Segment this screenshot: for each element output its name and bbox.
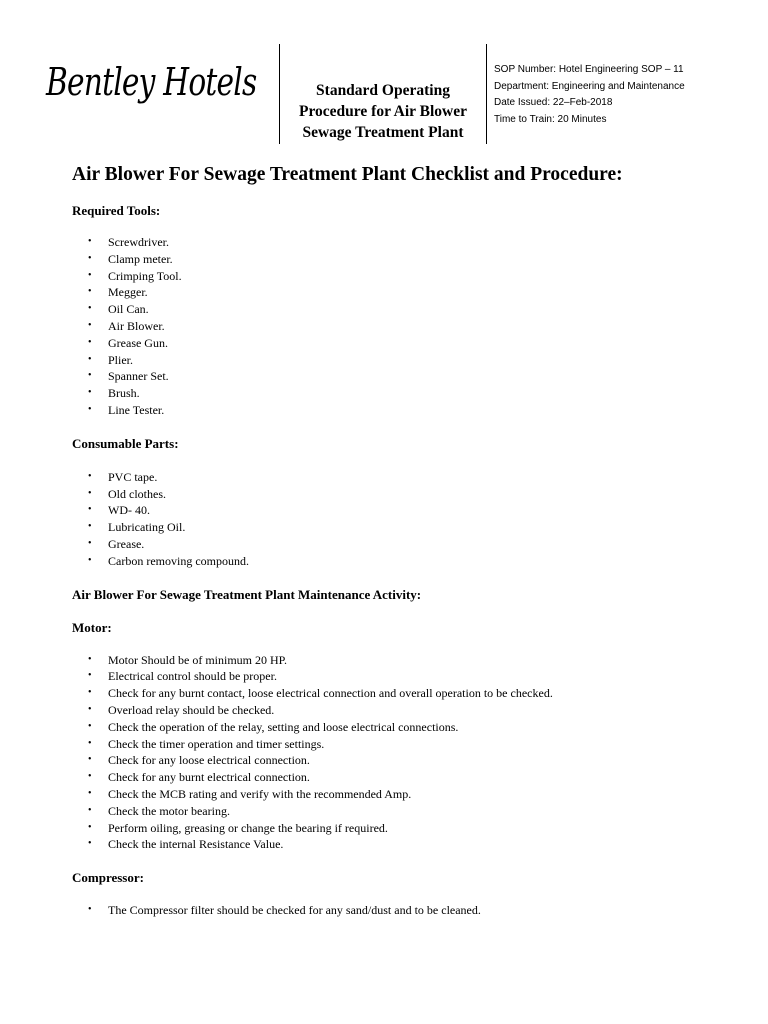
list-item: • Check the internal Resistance Value. (72, 836, 732, 853)
list-item: • Lubricating Oil. (72, 519, 732, 536)
list-item: • WD- 40. (72, 502, 732, 519)
list-item: • Old clothes. (72, 486, 732, 503)
list-item: • Screwdriver. (72, 234, 732, 251)
list-item: • Perform oiling, greasing or change the bearing if required. (72, 820, 732, 837)
list-item: • The Compressor filter should be checked for any sand/dust and to be cleaned. (72, 902, 732, 919)
document-header (0, 0, 768, 150)
list-item: • Oil Can. (72, 301, 732, 318)
compressor-list (72, 902, 732, 919)
list-item: • Overload relay should be checked. (72, 702, 732, 719)
list-item: • Air Blower. (72, 318, 732, 335)
list-item: • Brush. (72, 385, 732, 402)
list-item: • Plier. (72, 352, 732, 369)
list-item: • Check the MCB rating and verify with the recommended Amp. (72, 786, 732, 803)
motor-heading: Motor: (72, 619, 112, 635)
list-item: • Megger. (72, 284, 732, 301)
required-tools-list (72, 234, 732, 419)
sop-title (292, 80, 474, 143)
header-divider (279, 44, 280, 144)
document-body (72, 162, 732, 919)
date-issued: Date Issued: 22–Feb-2018 (494, 97, 613, 108)
list-item: • Crimping Tool. (72, 268, 732, 285)
list-item: • Check for any burnt electrical connection. (72, 769, 732, 786)
list-item: • Check the motor bearing. (72, 803, 732, 820)
list-item: • Motor Should be of minimum 20 HP. (72, 652, 732, 669)
list-item: • Grease Gun. (72, 335, 732, 352)
required-tools-heading: Required Tools: (72, 203, 161, 218)
list-item: • Grease. (72, 536, 732, 553)
list-item: • Check the operation of the relay, setting and loose electrical connections. (72, 719, 732, 736)
sop-title-line: Procedure for Air Blower (298, 103, 468, 120)
time-to-train: Time to Train: 20 Minutes (494, 113, 607, 125)
sop-number: SOP Number: Hotel Engineering SOP – 11 (494, 64, 684, 75)
sop-title-line: Standard Operating (316, 82, 450, 99)
list-item: • Line Tester. (72, 402, 732, 419)
sop-info (494, 62, 685, 128)
list-item: • Spanner Set. (72, 368, 732, 385)
header-divider (486, 44, 487, 144)
maintenance-activity-heading: Air Blower For Sewage Treatment Plant Maintenance Activity: (72, 586, 422, 602)
list-item: • Clamp meter. (72, 251, 732, 268)
list-item: • Check the timer operation and timer settings. (72, 736, 732, 753)
list-item: • Carbon removing compound. (72, 553, 732, 570)
document-title: Air Blower For Sewage Treatment Plant Checklist and Procedure: (72, 164, 623, 185)
department: Department: Engineering and Maintenance (494, 80, 685, 92)
consumable-parts-heading: Consumable Parts: (72, 435, 179, 451)
list-item: • Check for any loose electrical connection. (72, 752, 732, 769)
list-item: • PVC tape. (72, 469, 732, 486)
list-item: • Electrical control should be proper. (72, 668, 732, 685)
compressor-heading: Compressor: (72, 870, 144, 886)
motor-list (72, 652, 732, 854)
list-item: • Check for any burnt contact, loose electrical connection and overall operation to be checked. (72, 685, 732, 702)
sop-title-line: Sewage Treatment Plant (302, 124, 464, 141)
consumable-parts-list (72, 469, 732, 570)
bentley-hotels-logo: Bentley Hotels (46, 60, 257, 104)
